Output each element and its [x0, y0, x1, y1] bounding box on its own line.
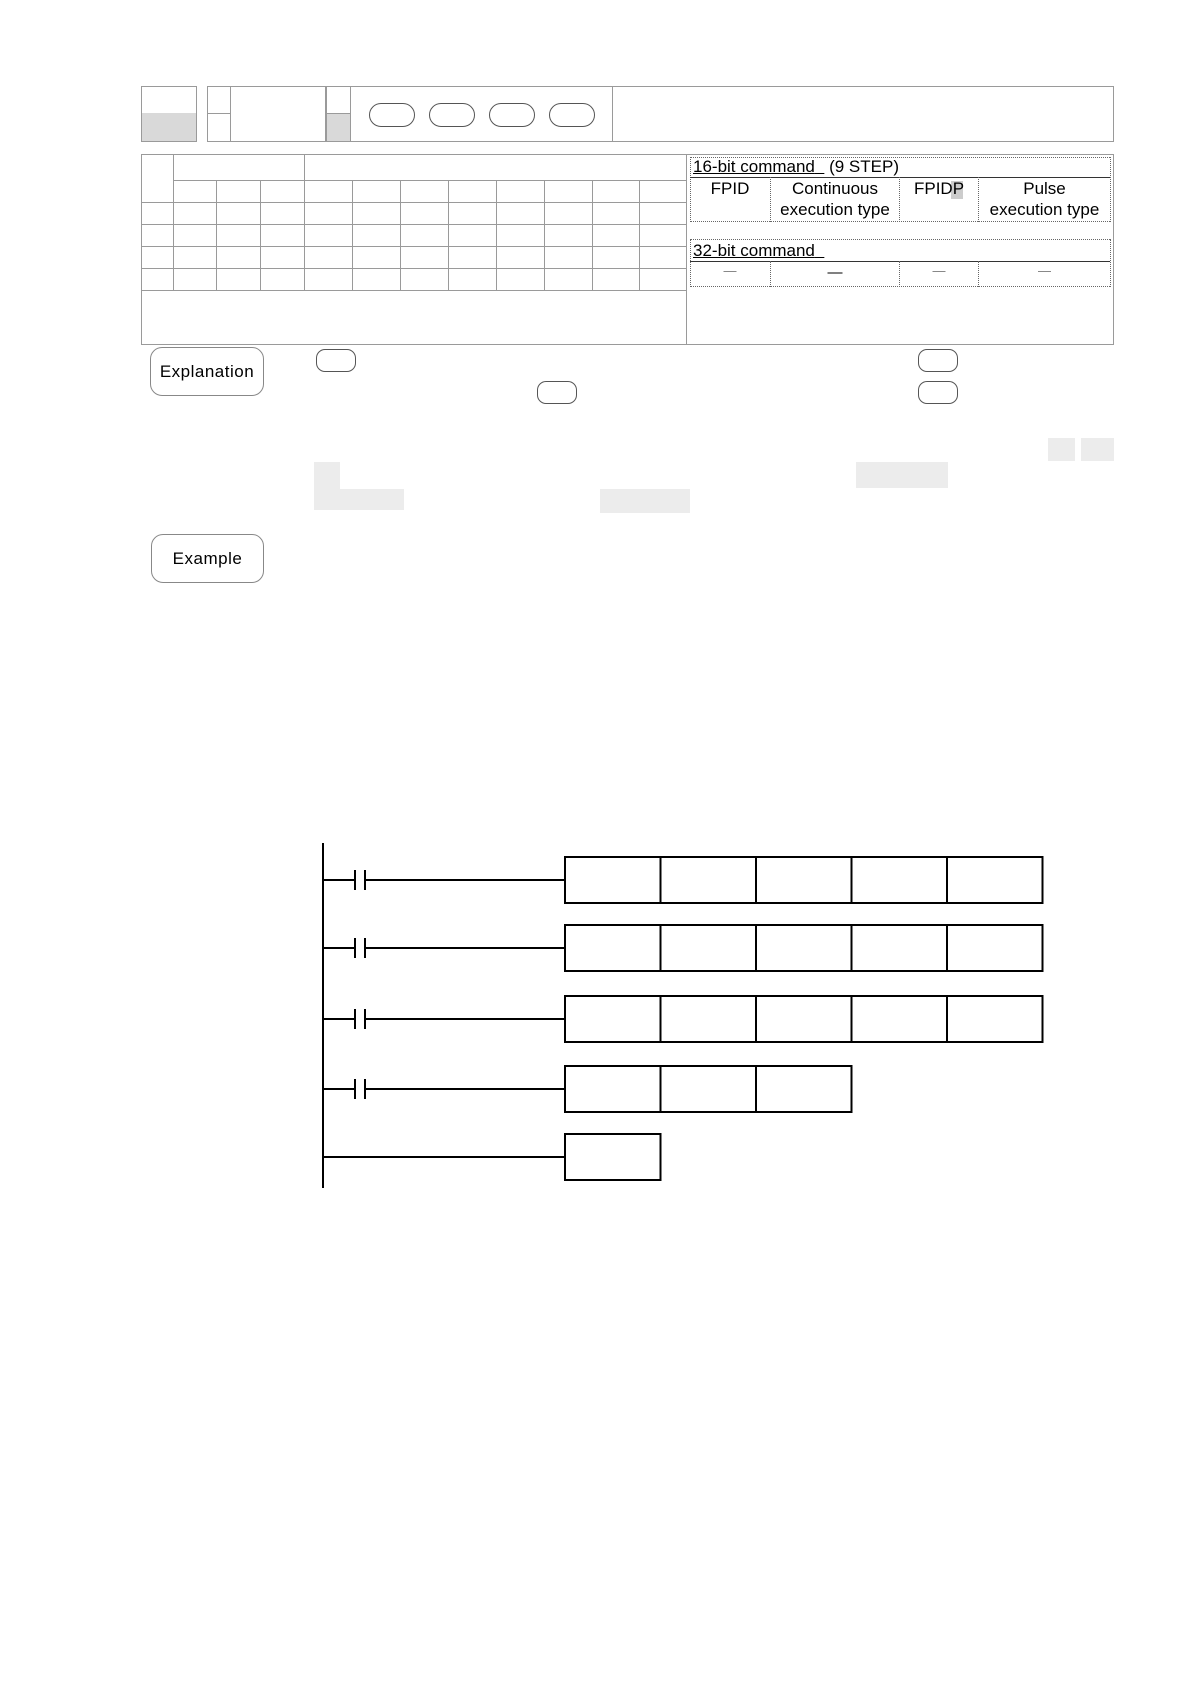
instruction-box [852, 925, 948, 971]
instruction-box [852, 857, 948, 903]
instruction-box [661, 1066, 757, 1112]
instruction-box [661, 857, 757, 903]
instruction-box [565, 1134, 661, 1180]
example-label: Example [151, 534, 264, 583]
instruction-box [565, 925, 661, 971]
bit16-steps: (9 STEP) [829, 157, 899, 176]
bit32-fpid-dash: — [723, 263, 737, 278]
instruction-box [565, 1066, 661, 1112]
explanation-label: Explanation [150, 347, 264, 396]
fpid-type-line1: Continuous [791, 179, 878, 198]
instruction-box [852, 996, 948, 1042]
bit32-label: 32-bit command [693, 241, 815, 260]
fpidp-name: FPIDP [913, 179, 965, 198]
bit32-fpid-type-dash: — [827, 264, 843, 281]
instruction-box [947, 857, 1043, 903]
fpid-type-line2: execution type [780, 200, 890, 219]
instruction-box [661, 925, 757, 971]
instruction-box [947, 996, 1043, 1042]
instruction-box [756, 857, 852, 903]
instruction-box [756, 1066, 852, 1112]
instruction-box [947, 925, 1043, 971]
fpidp-type-line1: Pulse [1023, 179, 1066, 198]
instruction-box [565, 996, 661, 1042]
instruction-box [565, 857, 661, 903]
bit32-fpidp-dash: — [932, 263, 946, 278]
instruction-box [661, 996, 757, 1042]
fpidp-type-line2: execution type [989, 200, 1100, 219]
bit32-fpidp-type-dash: — [1038, 263, 1051, 278]
instruction-box [756, 925, 852, 971]
instruction-box [756, 996, 852, 1042]
bit16-label: 16-bit command [693, 157, 815, 176]
fpid-name: FPID [710, 179, 750, 198]
